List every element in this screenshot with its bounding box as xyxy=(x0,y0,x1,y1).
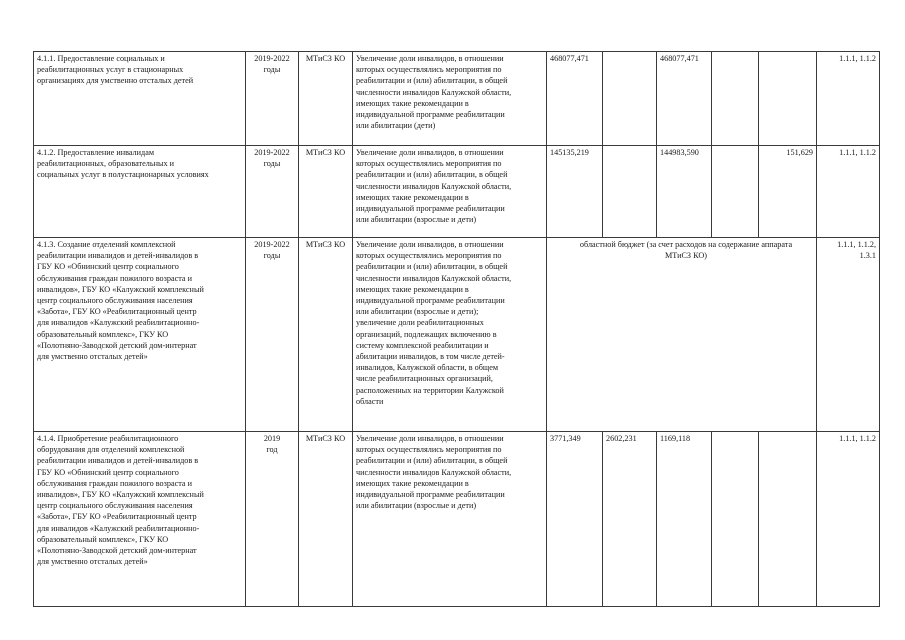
period-cell: 2019 год xyxy=(246,432,299,607)
indicator-links-cell: 1.1.1, 1.1.2, 1.3.1 xyxy=(817,238,880,432)
executor-cell: МТиСЗ КО xyxy=(299,432,353,607)
period-cell: 2019-2022 годы xyxy=(246,52,299,146)
federal-budget-cell xyxy=(603,52,657,146)
other-sources-cell xyxy=(759,52,817,146)
period-cell: 2019-2022 годы xyxy=(246,146,299,238)
federal-budget-cell: 2602,231 xyxy=(603,432,657,607)
period-cell: 2019-2022 годы xyxy=(246,238,299,432)
expected-result-cell: Увеличение доли инвалидов, в отношении которых осуществлялись мероприятия по реабилитации и (или) абилитации, в общей численности инвалидов Калужской области, имеющих такие рекомендации в индивидуальной программе реабилитации или абилитации (взрослые и дети) xyxy=(353,146,547,238)
funding-source-note-cell: областной бюджет (за счет расходов на содержание аппарата МТиСЗ КО) xyxy=(547,238,817,432)
measure-title-cell: 4.1.2. Предоставление инвалидам реабилитационных, образовательных и социальных услуг в полустационарных условиях xyxy=(34,146,246,238)
expected-result-cell: Увеличение доли инвалидов, в отношении которых осуществлялись мероприятия по реабилитации и (или) абилитации, в общей численности инвалидов Калужской области, имеющих такие рекомендации в индивидуальной программе реабилитации или абилитации (взрослые и дети); увеличение доли реабилитационных организаций, подлежащих включению в систему комплексной реабилитации и абилитации инвалидов, в том числе детей- инвалидов, Калужской области, в общем числе реабилитационных организаций, расположенных на территории Калужской области xyxy=(353,238,547,432)
regional-budget-cell: 468077,471 xyxy=(657,52,712,146)
regional-budget-cell: 144983,590 xyxy=(657,146,712,238)
table-row xyxy=(34,432,880,607)
other-sources-cell xyxy=(759,432,817,607)
indicator-links-cell: 1.1.1, 1.1.2 xyxy=(817,432,880,607)
program-measures-table xyxy=(33,51,880,607)
executor-cell: МТиСЗ КО xyxy=(299,238,353,432)
table-row xyxy=(34,238,880,432)
measure-title-cell: 4.1.1. Предоставление социальных и реабилитационных услуг в стационарных организациях для умственно отсталых детей xyxy=(34,52,246,146)
municipal-budget-cell xyxy=(712,146,759,238)
municipal-budget-cell xyxy=(712,52,759,146)
executor-cell: МТиСЗ КО xyxy=(299,146,353,238)
total-amount-cell: 145135,219 xyxy=(547,146,603,238)
other-sources-cell: 151,629 xyxy=(759,146,817,238)
measure-title-cell: 4.1.4. Приобретение реабилитационного оборудования для отделений комплексной реабилитации инвалидов и детей-инвалидов в ГБУ КО «Обнинский центр социального обслуживания граждан пожилого возраста и инвалидов», ГБУ КО «Калужский комплексный центр социального обслуживания населения «Забота», ГБУ КО «Реабилитационный центр для инвалидов «Калужский реабилитационно- образовательный комплекс», ГКУ КО «Полотняно-Заводской детский дом-интернат для умственно отсталых детей» xyxy=(34,432,246,607)
expected-result-cell: Увеличение доли инвалидов, в отношении которых осуществлялись мероприятия по реабилитации и (или) абилитации, в общей численности инвалидов Калужской области, имеющих такие рекомендации в индивидуальной программе реабилитации или абилитации (дети) xyxy=(353,52,547,146)
table-row xyxy=(34,146,880,238)
executor-cell: МТиСЗ КО xyxy=(299,52,353,146)
total-amount-cell: 468077,471 xyxy=(547,52,603,146)
table-row xyxy=(34,52,880,146)
regional-budget-cell: 1169,118 xyxy=(657,432,712,607)
expected-result-cell: Увеличение доли инвалидов, в отношении которых осуществлялись мероприятия по реабилитации и (или) абилитации, в общей численности инвалидов Калужской области, имеющих такие рекомендации в индивидуальной программе реабилитации или абилитации (взрослые и дети) xyxy=(353,432,547,607)
indicator-links-cell: 1.1.1, 1.1.2 xyxy=(817,146,880,238)
indicator-links-cell: 1.1.1, 1.1.2 xyxy=(817,52,880,146)
federal-budget-cell xyxy=(603,146,657,238)
total-amount-cell: 3771,349 xyxy=(547,432,603,607)
measure-title-cell: 4.1.3. Создание отделений комплексной реабилитации инвалидов и детей-инвалидов в ГБУ КО «Обнинский центр социального обслуживания граждан пожилого возраста и инвалидов», ГБУ КО «Калужский комплексный центр социального обслуживания населения «Забота», ГБУ КО «Реабилитационный центр для инвалидов «Калужский реабилитационно- образовательный комплекс», ГКУ КО «Полотняно-Заводской детский дом-интернат для умственно отсталых детей» xyxy=(34,238,246,432)
municipal-budget-cell xyxy=(712,432,759,607)
